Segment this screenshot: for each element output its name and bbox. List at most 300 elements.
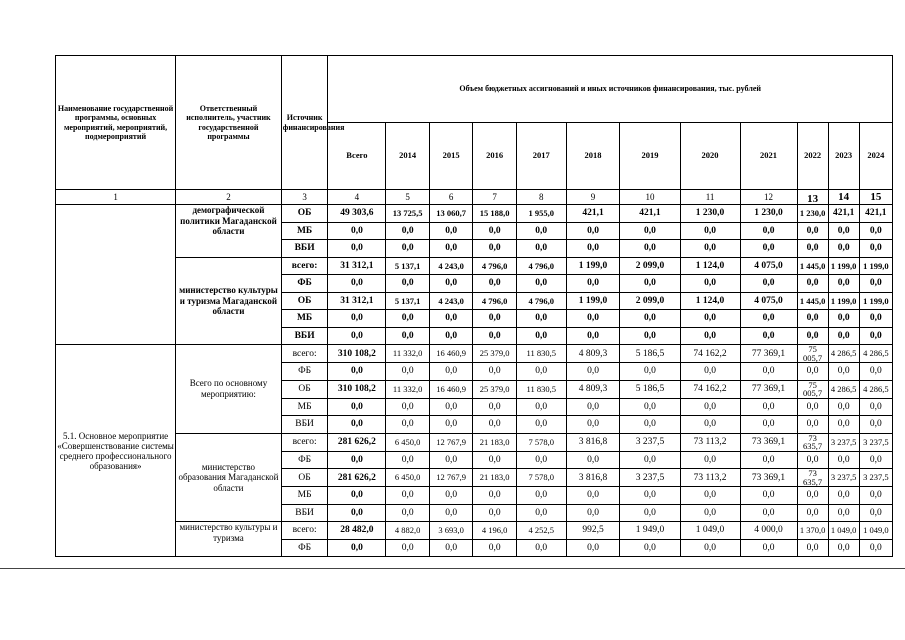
executor-cell: министерство образования Магаданской области — [176, 433, 282, 522]
value-cell: 0,0 — [386, 398, 430, 416]
source-cell: всего: — [281, 522, 328, 540]
header-year: 2017 — [516, 123, 566, 190]
value-cell: 2 099,0 — [620, 257, 680, 275]
value-cell: 0,0 — [328, 363, 386, 381]
value-cell: 1 230,0 — [740, 205, 797, 223]
source-cell: ВБИ — [281, 327, 328, 345]
value-cell: 0,0 — [680, 310, 740, 328]
value-cell: 21 183,0 — [473, 433, 517, 451]
value-cell: 0,0 — [740, 451, 797, 469]
value-cell: 0,0 — [516, 310, 566, 328]
header-year: 2023 — [828, 123, 859, 190]
value-cell: 4 796,0 — [473, 292, 517, 310]
source-cell: ВБИ — [281, 504, 328, 522]
value-cell: 0,0 — [473, 310, 517, 328]
value-cell: 0,0 — [429, 310, 473, 328]
executor-cell: министерство культуры и туризма — [176, 522, 282, 557]
value-cell: 73 635,7 — [797, 469, 828, 487]
source-cell: МБ — [281, 398, 328, 416]
value-cell: 0,0 — [328, 222, 386, 240]
value-cell: 0,0 — [429, 504, 473, 522]
value-cell: 421,1 — [859, 205, 892, 223]
value-cell: 21 183,0 — [473, 469, 517, 487]
value-cell: 0,0 — [473, 539, 517, 557]
value-cell: 0,0 — [680, 487, 740, 505]
value-cell: 0,0 — [740, 504, 797, 522]
header-column-number: 2 — [176, 190, 282, 205]
value-cell: 0,0 — [680, 363, 740, 381]
value-cell: 0,0 — [386, 416, 430, 434]
table-row — [56, 522, 893, 540]
value-cell: 421,1 — [566, 205, 620, 223]
value-cell: 0,0 — [620, 504, 680, 522]
table-row — [56, 345, 893, 363]
source-cell: всего: — [281, 433, 328, 451]
value-cell: 0,0 — [859, 416, 892, 434]
value-cell: 0,0 — [516, 487, 566, 505]
value-cell: 0,0 — [473, 222, 517, 240]
value-cell: 31 312,1 — [328, 257, 386, 275]
value-cell: 13 725,5 — [386, 205, 430, 223]
value-cell: 13 060,7 — [429, 205, 473, 223]
source-cell: ВБИ — [281, 416, 328, 434]
value-cell: 0,0 — [680, 539, 740, 557]
value-cell: 0,0 — [473, 398, 517, 416]
value-cell: 0,0 — [740, 240, 797, 258]
value-cell: 4 286,5 — [828, 345, 859, 363]
value-cell: 4 286,5 — [859, 345, 892, 363]
budget-table-body — [56, 205, 893, 557]
budget-table-sheet — [55, 55, 893, 557]
value-cell: 0,0 — [566, 416, 620, 434]
value-cell: 0,0 — [473, 451, 517, 469]
value-cell: 0,0 — [516, 451, 566, 469]
value-cell: 73 113,2 — [680, 433, 740, 451]
value-cell: 0,0 — [328, 240, 386, 258]
value-cell: 0,0 — [328, 504, 386, 522]
executor-cell: министерство культуры и туризма Магаданской области — [176, 257, 282, 345]
value-cell: 0,0 — [620, 487, 680, 505]
value-cell: 0,0 — [859, 240, 892, 258]
value-cell: 0,0 — [429, 222, 473, 240]
value-cell: 1 199,0 — [859, 257, 892, 275]
value-cell: 74 162,2 — [680, 345, 740, 363]
value-cell: 0,0 — [516, 275, 566, 293]
value-cell: 1 445,0 — [797, 292, 828, 310]
value-cell: 4 796,0 — [516, 292, 566, 310]
value-cell: 3 237,5 — [828, 433, 859, 451]
value-cell: 0,0 — [740, 327, 797, 345]
value-cell: 0,0 — [566, 222, 620, 240]
value-cell: 1 049,0 — [859, 522, 892, 540]
header-column-number: 4 — [328, 190, 386, 205]
value-cell: 0,0 — [429, 363, 473, 381]
value-cell: 75 005,7 — [797, 380, 828, 398]
value-cell: 0,0 — [473, 327, 517, 345]
value-cell: 1 124,0 — [680, 292, 740, 310]
value-cell: 4 796,0 — [473, 257, 517, 275]
value-cell: 0,0 — [828, 222, 859, 240]
value-cell: 0,0 — [828, 275, 859, 293]
value-cell: 0,0 — [797, 398, 828, 416]
value-cell: 1 230,0 — [680, 205, 740, 223]
value-cell: 0,0 — [740, 310, 797, 328]
value-cell: 16 460,9 — [429, 380, 473, 398]
budget-table — [55, 55, 893, 557]
value-cell: 0,0 — [620, 539, 680, 557]
value-cell: 0,0 — [797, 539, 828, 557]
value-cell: 1 049,0 — [680, 522, 740, 540]
value-cell: 0,0 — [620, 310, 680, 328]
value-cell: 11 830,5 — [516, 345, 566, 363]
value-cell: 0,0 — [620, 240, 680, 258]
header-source: Источник финансирования — [281, 56, 328, 190]
value-cell: 0,0 — [680, 451, 740, 469]
header-column-number: 7 — [473, 190, 517, 205]
value-cell: 0,0 — [859, 398, 892, 416]
value-cell: 0,0 — [516, 398, 566, 416]
value-cell: 0,0 — [859, 363, 892, 381]
header-column-number: 14 — [828, 190, 859, 205]
value-cell: 0,0 — [828, 504, 859, 522]
value-cell: 0,0 — [740, 363, 797, 381]
value-cell: 0,0 — [797, 504, 828, 522]
value-cell: 0,0 — [516, 240, 566, 258]
value-cell: 0,0 — [620, 275, 680, 293]
header-column-number: 3 — [281, 190, 328, 205]
value-cell: 73 635,7 — [797, 433, 828, 451]
value-cell: 0,0 — [386, 451, 430, 469]
value-cell: 15 188,0 — [473, 205, 517, 223]
value-cell: 73 113,2 — [680, 469, 740, 487]
value-cell: 0,0 — [859, 539, 892, 557]
header-column-number: 10 — [620, 190, 680, 205]
header-year: 2016 — [473, 123, 517, 190]
value-cell: 4 286,5 — [859, 380, 892, 398]
value-cell: 74 162,2 — [680, 380, 740, 398]
value-cell: 1 949,0 — [620, 522, 680, 540]
table-row — [56, 205, 893, 223]
value-cell: 0,0 — [473, 240, 517, 258]
value-cell: 0,0 — [620, 363, 680, 381]
value-cell: 0,0 — [566, 539, 620, 557]
value-cell: 4 075,0 — [740, 257, 797, 275]
value-cell: 0,0 — [386, 240, 430, 258]
value-cell: 0,0 — [473, 275, 517, 293]
value-cell: 0,0 — [680, 222, 740, 240]
value-cell: 421,1 — [828, 205, 859, 223]
value-cell: 0,0 — [473, 416, 517, 434]
table-row — [56, 257, 893, 275]
value-cell: 3 816,8 — [566, 433, 620, 451]
value-cell: 0,0 — [828, 539, 859, 557]
value-cell: 0,0 — [680, 398, 740, 416]
value-cell: 0,0 — [386, 487, 430, 505]
value-cell: 11 332,0 — [386, 380, 430, 398]
value-cell: 0,0 — [828, 451, 859, 469]
value-cell: 0,0 — [859, 487, 892, 505]
value-cell: 4 809,3 — [566, 380, 620, 398]
value-cell: 0,0 — [429, 487, 473, 505]
value-cell: 0,0 — [859, 327, 892, 345]
header-year: Всего — [328, 123, 386, 190]
program-name-cell — [56, 205, 176, 345]
value-cell: 12 767,9 — [429, 433, 473, 451]
value-cell: 0,0 — [386, 539, 430, 557]
value-cell: 0,0 — [566, 451, 620, 469]
value-cell: 0,0 — [859, 310, 892, 328]
value-cell: 3 693,0 — [429, 522, 473, 540]
value-cell: 6 450,0 — [386, 433, 430, 451]
value-cell: 0,0 — [828, 487, 859, 505]
value-cell: 0,0 — [828, 240, 859, 258]
source-cell: ФБ — [281, 451, 328, 469]
value-cell: 0,0 — [828, 327, 859, 345]
value-cell: 5 137,1 — [386, 292, 430, 310]
value-cell: 0,0 — [516, 327, 566, 345]
value-cell: 0,0 — [429, 327, 473, 345]
value-cell: 0,0 — [859, 451, 892, 469]
value-cell: 7 578,0 — [516, 469, 566, 487]
value-cell: 0,0 — [473, 504, 517, 522]
value-cell: 281 626,2 — [328, 469, 386, 487]
value-cell: 1 124,0 — [680, 257, 740, 275]
source-cell: МБ — [281, 487, 328, 505]
value-cell: 0,0 — [566, 487, 620, 505]
value-cell: 77 369,1 — [740, 345, 797, 363]
value-cell: 4 196,0 — [473, 522, 517, 540]
value-cell: 1 199,0 — [828, 292, 859, 310]
value-cell: 0,0 — [797, 451, 828, 469]
value-cell: 0,0 — [680, 275, 740, 293]
value-cell: 0,0 — [797, 240, 828, 258]
value-cell: 3 237,5 — [620, 469, 680, 487]
value-cell: 0,0 — [566, 327, 620, 345]
value-cell: 25 379,0 — [473, 380, 517, 398]
value-cell: 0,0 — [740, 539, 797, 557]
header-year: 2019 — [620, 123, 680, 190]
value-cell: 4 809,3 — [566, 345, 620, 363]
value-cell: 421,1 — [620, 205, 680, 223]
executor-cell: Всего по основному мероприятию: — [176, 345, 282, 434]
value-cell: 0,0 — [429, 398, 473, 416]
header-year: 2021 — [740, 123, 797, 190]
value-cell: 0,0 — [740, 275, 797, 293]
value-cell: 0,0 — [680, 240, 740, 258]
value-cell: 0,0 — [797, 310, 828, 328]
value-cell: 2 099,0 — [620, 292, 680, 310]
source-cell: ОБ — [281, 380, 328, 398]
header-year: 2024 — [859, 123, 892, 190]
value-cell: 0,0 — [797, 222, 828, 240]
value-cell: 0,0 — [797, 327, 828, 345]
value-cell: 310 108,2 — [328, 345, 386, 363]
value-cell: 12 767,9 — [429, 469, 473, 487]
header-executor: Ответственный исполнитель, участник государственной программы — [176, 56, 282, 190]
value-cell: 0,0 — [328, 539, 386, 557]
value-cell: 73 369,1 — [740, 433, 797, 451]
value-cell: 310 108,2 — [328, 380, 386, 398]
value-cell: 992,5 — [566, 522, 620, 540]
value-cell: 0,0 — [797, 363, 828, 381]
header-year: 2022 — [797, 123, 828, 190]
source-cell: МБ — [281, 310, 328, 328]
value-cell: 0,0 — [620, 416, 680, 434]
value-cell: 75 005,7 — [797, 345, 828, 363]
value-cell: 0,0 — [740, 487, 797, 505]
header-column-number: 15 — [859, 190, 892, 205]
value-cell: 3 237,5 — [859, 469, 892, 487]
value-cell: 0,0 — [828, 363, 859, 381]
value-cell: 4 243,0 — [429, 257, 473, 275]
header-year: 2015 — [429, 123, 473, 190]
value-cell: 0,0 — [859, 275, 892, 293]
value-cell: 0,0 — [566, 310, 620, 328]
value-cell: 0,0 — [328, 451, 386, 469]
source-cell: МБ — [281, 222, 328, 240]
value-cell: 7 578,0 — [516, 433, 566, 451]
value-cell: 0,0 — [828, 398, 859, 416]
value-cell: 0,0 — [620, 222, 680, 240]
header-column-number: 8 — [516, 190, 566, 205]
value-cell: 0,0 — [566, 240, 620, 258]
value-cell: 0,0 — [680, 416, 740, 434]
value-cell: 4 286,5 — [828, 380, 859, 398]
value-cell: 0,0 — [828, 310, 859, 328]
value-cell: 0,0 — [680, 327, 740, 345]
value-cell: 0,0 — [328, 310, 386, 328]
value-cell: 0,0 — [797, 416, 828, 434]
value-cell: 5 186,5 — [620, 345, 680, 363]
value-cell: 0,0 — [620, 327, 680, 345]
value-cell: 3 816,8 — [566, 469, 620, 487]
value-cell: 4 882,0 — [386, 522, 430, 540]
program-name-cell: 5.1. Основное мероприятие «Совершенствование системы среднего профессионального образования» — [56, 345, 176, 557]
header-budget: Объем бюджетных ассигнований и иных источников финансирования, тыс. рублей — [328, 56, 893, 123]
header-column-number: 6 — [429, 190, 473, 205]
value-cell: 0,0 — [620, 451, 680, 469]
value-cell: 0,0 — [429, 451, 473, 469]
value-cell: 1 370,0 — [797, 522, 828, 540]
value-cell: 0,0 — [328, 275, 386, 293]
value-cell: 1 230,0 — [797, 205, 828, 223]
value-cell: 4 796,0 — [516, 257, 566, 275]
value-cell: 0,0 — [566, 275, 620, 293]
value-cell: 0,0 — [566, 504, 620, 522]
source-cell: ФБ — [281, 275, 328, 293]
value-cell: 0,0 — [516, 222, 566, 240]
value-cell: 31 312,1 — [328, 292, 386, 310]
value-cell: 4 075,0 — [740, 292, 797, 310]
value-cell: 0,0 — [566, 363, 620, 381]
value-cell: 0,0 — [740, 416, 797, 434]
value-cell: 0,0 — [859, 222, 892, 240]
value-cell: 281 626,2 — [328, 433, 386, 451]
header-column-number: 12 — [740, 190, 797, 205]
value-cell: 3 237,5 — [859, 433, 892, 451]
value-cell: 0,0 — [740, 398, 797, 416]
source-cell: ОБ — [281, 292, 328, 310]
header-year: 2020 — [680, 123, 740, 190]
value-cell: 0,0 — [328, 416, 386, 434]
value-cell: 0,0 — [386, 275, 430, 293]
header-year: 2018 — [566, 123, 620, 190]
value-cell: 11 830,5 — [516, 380, 566, 398]
header-program-name: Наименование государственной программы, основных мероприятий, мероприятий, подмероприятий — [56, 56, 176, 190]
value-cell: 16 460,9 — [429, 345, 473, 363]
value-cell: 0,0 — [516, 416, 566, 434]
value-cell: 0,0 — [473, 363, 517, 381]
value-cell: 0,0 — [473, 487, 517, 505]
value-cell: 0,0 — [429, 275, 473, 293]
value-cell: 0,0 — [328, 398, 386, 416]
value-cell: 0,0 — [429, 539, 473, 557]
header-column-number: 13 — [797, 190, 828, 205]
header-year: 2014 — [386, 123, 430, 190]
value-cell: 1 199,0 — [828, 257, 859, 275]
value-cell: 4 252,5 — [516, 522, 566, 540]
value-cell: 0,0 — [828, 416, 859, 434]
value-cell: 25 379,0 — [473, 345, 517, 363]
value-cell: 6 450,0 — [386, 469, 430, 487]
value-cell: 0,0 — [797, 275, 828, 293]
value-cell: 0,0 — [516, 539, 566, 557]
value-cell: 0,0 — [386, 363, 430, 381]
source-cell: всего: — [281, 257, 328, 275]
value-cell: 11 332,0 — [386, 345, 430, 363]
value-cell: 1 199,0 — [566, 292, 620, 310]
header-column-numbers-row — [56, 190, 893, 205]
value-cell: 0,0 — [328, 327, 386, 345]
value-cell: 5 186,5 — [620, 380, 680, 398]
source-cell: ОБ — [281, 469, 328, 487]
value-cell: 3 237,5 — [828, 469, 859, 487]
value-cell: 0,0 — [386, 222, 430, 240]
source-cell: ВБИ — [281, 240, 328, 258]
value-cell: 1 049,0 — [828, 522, 859, 540]
value-cell: 1 445,0 — [797, 257, 828, 275]
value-cell: 0,0 — [516, 363, 566, 381]
page-bottom-rule — [0, 568, 905, 569]
value-cell: 5 137,1 — [386, 257, 430, 275]
value-cell: 1 199,0 — [566, 257, 620, 275]
value-cell: 0,0 — [386, 504, 430, 522]
value-cell: 1 199,0 — [859, 292, 892, 310]
value-cell: 3 237,5 — [620, 433, 680, 451]
source-cell: ФБ — [281, 363, 328, 381]
value-cell: 0,0 — [740, 222, 797, 240]
source-cell: ОБ — [281, 205, 328, 223]
value-cell: 0,0 — [566, 398, 620, 416]
value-cell: 4 243,0 — [429, 292, 473, 310]
value-cell: 77 369,1 — [740, 380, 797, 398]
value-cell: 0,0 — [429, 240, 473, 258]
source-cell: ФБ — [281, 539, 328, 557]
value-cell: 73 369,1 — [740, 469, 797, 487]
header-column-number: 5 — [386, 190, 430, 205]
header-column-number: 11 — [680, 190, 740, 205]
value-cell: 0,0 — [859, 504, 892, 522]
value-cell: 0,0 — [620, 398, 680, 416]
value-cell: 0,0 — [328, 487, 386, 505]
value-cell: 0,0 — [680, 504, 740, 522]
source-cell: всего: — [281, 345, 328, 363]
table-row — [56, 433, 893, 451]
header-column-number: 9 — [566, 190, 620, 205]
executor-cell: демографической политики Магаданской области — [176, 205, 282, 258]
value-cell: 0,0 — [386, 327, 430, 345]
value-cell: 4 000,0 — [740, 522, 797, 540]
